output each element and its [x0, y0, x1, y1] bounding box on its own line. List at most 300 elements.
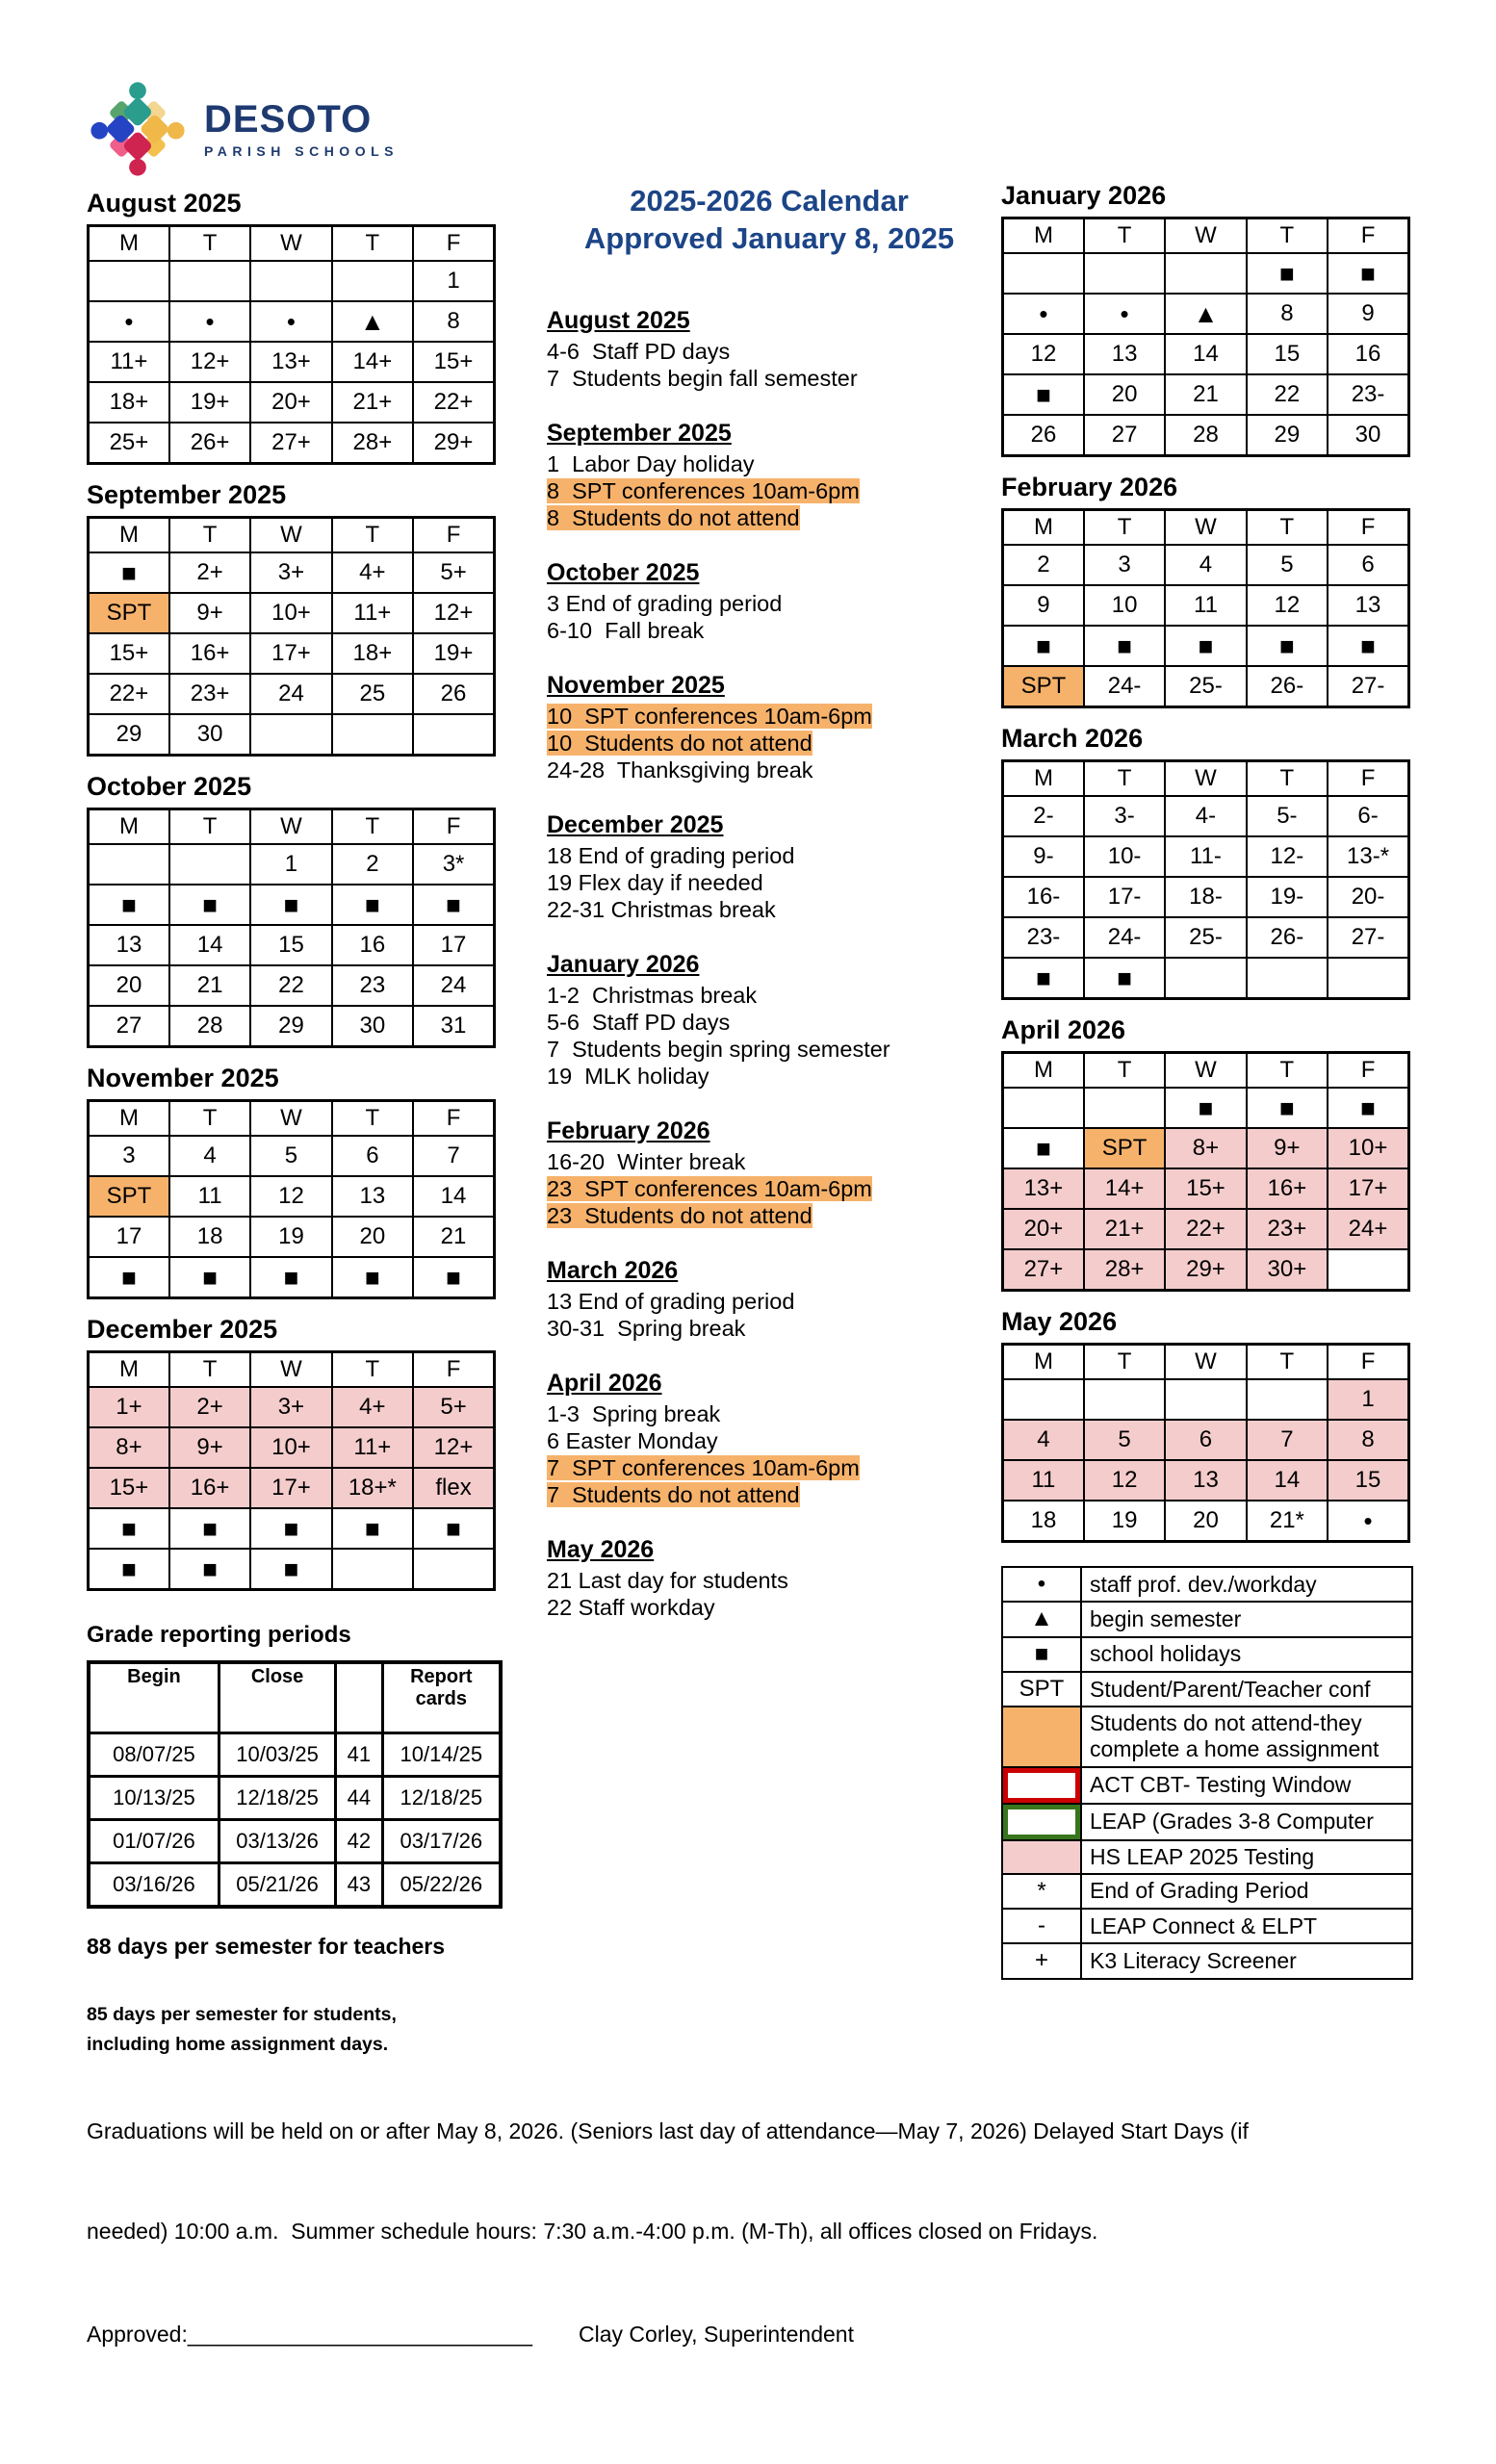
day-cell: [1084, 1088, 1165, 1128]
left-month-calendars: [87, 189, 503, 1591]
students-days-note-line1: 85 days per semester for students,: [87, 2004, 397, 2025]
day-cell: ■: [1165, 1088, 1246, 1128]
day-cell: 3*: [413, 844, 494, 885]
legend-symbol: +: [1002, 1943, 1081, 1978]
day-cell: 17+: [250, 633, 331, 674]
legend-symbol: ▲: [1002, 1602, 1081, 1636]
day-cell: 18: [1003, 1501, 1084, 1542]
month-grid: [87, 1099, 496, 1299]
events-month-heading: February 2026: [547, 1116, 710, 1144]
day-cell: 1: [1328, 1379, 1408, 1420]
right-month-calendars: [1001, 181, 1417, 1543]
events-month-heading: January 2026: [547, 950, 700, 978]
day-cell: •: [169, 301, 250, 342]
day-cell: 19+: [169, 382, 250, 423]
week-row: [1003, 877, 1409, 917]
day-cell: 10-: [1084, 836, 1165, 877]
day-cell: 23+: [1247, 1209, 1328, 1249]
legend-row: [1002, 1874, 1412, 1909]
day-header: M: [1003, 510, 1084, 546]
week-row: [89, 1217, 495, 1257]
event-item: [547, 1481, 992, 1508]
day-cell: 27+: [1003, 1249, 1084, 1291]
legend-symbol: *: [1002, 1874, 1081, 1909]
grade-reporting-title: Grade reporting periods: [87, 1622, 351, 1648]
week-row: [89, 1508, 495, 1549]
day-cell: ■: [1084, 626, 1165, 666]
day-header: T: [1084, 1053, 1165, 1089]
week-row: [89, 1387, 495, 1427]
day-cell: ■: [1247, 253, 1328, 294]
grade-row: [89, 1777, 501, 1820]
week-row: [89, 844, 495, 885]
day-cell: 23-: [1328, 374, 1408, 415]
day-cell: 14: [1247, 1460, 1328, 1501]
grade-cell: 43: [336, 1863, 382, 1908]
page-title-line1: 2025-2026 Calendar: [630, 184, 909, 218]
day-header: M: [89, 518, 169, 553]
day-header: M: [1003, 1053, 1084, 1089]
month-title: March 2026: [1001, 724, 1144, 753]
day-cell: [169, 844, 250, 885]
day-cell: ■: [413, 1508, 494, 1549]
legend-symbol: ■: [1002, 1637, 1081, 1672]
calendar-march-2026: [1001, 724, 1417, 1000]
day-cell: 4: [169, 1136, 250, 1176]
day-cell: [250, 714, 331, 756]
day-cell: 23-: [1003, 917, 1084, 958]
day-cell: 13+: [1003, 1168, 1084, 1209]
events-section-december-2025: [547, 810, 992, 923]
event-item: 19 MLK holiday: [547, 1063, 709, 1089]
day-cell: [1165, 958, 1246, 999]
event-item: 7 Students begin fall semester: [547, 365, 858, 391]
approved-signature-line: Approved:____________________________: [87, 2322, 533, 2347]
day-header: T: [1247, 1345, 1328, 1380]
week-row: [89, 1427, 495, 1468]
week-row: [89, 1549, 495, 1590]
day-cell: 29: [89, 714, 169, 756]
day-header: T: [332, 809, 413, 845]
day-cell: 5+: [413, 552, 494, 593]
week-row: [89, 1006, 495, 1047]
day-header: W: [250, 1352, 331, 1388]
grade-cell: 03/17/26: [382, 1820, 501, 1863]
day-cell: SPT: [1084, 1128, 1165, 1168]
day-cell: 7: [1247, 1420, 1328, 1460]
day-cell: 20+: [1003, 1209, 1084, 1249]
day-cell: 18: [169, 1217, 250, 1257]
day-cell: 20: [89, 965, 169, 1006]
day-header: M: [89, 1352, 169, 1388]
day-cell: 19: [1084, 1501, 1165, 1542]
events-month-heading: March 2026: [547, 1256, 679, 1284]
day-cell: 5-: [1247, 796, 1328, 836]
day-header: W: [250, 809, 331, 845]
day-cell: ■: [332, 1257, 413, 1298]
legend-swatch-red-outline: [1002, 1767, 1081, 1804]
events-month-heading: October 2025: [547, 558, 700, 586]
red-outline-swatch: [1003, 1768, 1080, 1803]
day-cell: 9+: [169, 1427, 250, 1468]
day-header-row: [1003, 1053, 1409, 1089]
legend-row: [1002, 1909, 1412, 1943]
legend-label: Student/Parent/Teacher conf: [1081, 1672, 1412, 1707]
day-cell: 11+: [332, 1427, 413, 1468]
day-cell: 30: [169, 714, 250, 756]
day-cell: [89, 261, 169, 301]
day-cell: ■: [169, 885, 250, 925]
footer-line2: needed) 10:00 a.m. Summer schedule hours: 7:30 a.m.-4:00 p.m. (M-Th), all offices closed on Fridays.: [87, 2218, 1098, 2244]
day-cell: 6: [1328, 545, 1408, 585]
month-grid: [87, 808, 496, 1048]
day-cell: 28+: [332, 423, 413, 464]
grade-cell: 08/07/25: [89, 1733, 219, 1777]
legend-row: [1002, 1637, 1412, 1672]
day-cell: 19+: [413, 633, 494, 674]
day-cell: 16: [1328, 334, 1408, 374]
day-cell: ■: [250, 1257, 331, 1298]
week-row: [1003, 1209, 1409, 1249]
day-header: M: [89, 226, 169, 262]
day-cell: 14: [1165, 334, 1246, 374]
grade-cell: 10/14/25: [382, 1733, 501, 1777]
day-cell: 20: [1084, 374, 1165, 415]
district-logo: [87, 75, 503, 183]
events-section-september-2025: [547, 419, 992, 531]
day-cell: [89, 844, 169, 885]
district-logo-mark: [87, 78, 189, 180]
day-header: M: [1003, 1345, 1084, 1380]
day-header: T: [332, 1101, 413, 1137]
day-cell: ■: [1084, 958, 1165, 999]
day-cell: 11: [1003, 1460, 1084, 1501]
event-item: [547, 703, 992, 730]
day-cell: 4: [1165, 545, 1246, 585]
day-cell: ■: [89, 1257, 169, 1298]
day-header: W: [1165, 1345, 1246, 1380]
month-title: May 2026: [1001, 1307, 1118, 1336]
legend-label: ACT CBT- Testing Window: [1081, 1767, 1412, 1804]
day-cell: 3: [89, 1136, 169, 1176]
day-cell: 12-: [1247, 836, 1328, 877]
day-cell: 11+: [332, 593, 413, 633]
day-header: F: [1328, 761, 1408, 797]
day-cell: 26: [413, 674, 494, 714]
day-cell: SPT: [89, 593, 169, 633]
day-cell: SPT: [1003, 666, 1084, 707]
week-row: [1003, 1249, 1409, 1291]
legend-row: [1002, 1767, 1412, 1804]
week-row: [1003, 294, 1409, 334]
calendar-may-2026: [1001, 1307, 1417, 1543]
day-header: W: [1165, 218, 1246, 254]
day-header-row: [1003, 761, 1409, 797]
week-row: [89, 593, 495, 633]
day-cell: 13+: [250, 342, 331, 382]
legend-label: begin semester: [1081, 1602, 1412, 1636]
day-cell: •: [250, 301, 331, 342]
day-cell: ■: [1003, 626, 1084, 666]
grade-header-cell: Close: [219, 1662, 335, 1733]
day-header: T: [169, 226, 250, 262]
event-item-highlight: 8 SPT conferences 10am-6pm: [547, 477, 860, 503]
event-item: 22 Staff workday: [547, 1594, 715, 1620]
day-cell: 13: [1084, 334, 1165, 374]
day-cell: [1328, 958, 1408, 999]
day-cell: 5: [1247, 545, 1328, 585]
day-cell: 2-: [1003, 796, 1084, 836]
day-cell: ■: [1003, 958, 1084, 999]
day-cell: [1328, 1249, 1408, 1291]
day-cell: 11+: [89, 342, 169, 382]
footer-note: [87, 2048, 1434, 2418]
day-cell: 30: [332, 1006, 413, 1047]
day-header: W: [250, 226, 331, 262]
day-cell: 18-: [1165, 877, 1246, 917]
events-section-february-2026: [547, 1116, 992, 1229]
events-month-heading: December 2025: [547, 810, 724, 838]
week-row: [89, 342, 495, 382]
month-title: January 2026: [1001, 181, 1167, 210]
legend-label: HS LEAP 2025 Testing: [1081, 1840, 1412, 1874]
day-cell: 16+: [169, 633, 250, 674]
month-grid: [1001, 759, 1410, 1000]
events-section-october-2025: [547, 558, 992, 644]
day-cell: 16+: [1247, 1168, 1328, 1209]
legend-label: LEAP Connect & ELPT: [1081, 1909, 1412, 1943]
day-cell: 5+: [413, 1387, 494, 1427]
day-cell: 7: [413, 1136, 494, 1176]
event-item: 21 Last day for students: [547, 1567, 788, 1593]
week-row: [1003, 958, 1409, 999]
grade-reporting-table: [87, 1660, 503, 1909]
day-cell: 14: [169, 925, 250, 965]
legend-row: [1002, 1804, 1412, 1840]
day-cell: 20: [332, 1217, 413, 1257]
event-item-highlight: 23 Students do not attend: [547, 1202, 812, 1228]
day-cell: 28: [1165, 415, 1246, 456]
day-header: F: [413, 518, 494, 553]
event-item: [547, 1175, 992, 1202]
day-cell: 8+: [89, 1427, 169, 1468]
day-cell: 26-: [1247, 666, 1328, 707]
day-cell: ■: [169, 1549, 250, 1590]
day-header: W: [1165, 1053, 1246, 1089]
legend-row: [1002, 1943, 1412, 1978]
legend-label: staff prof. dev./workday: [1081, 1567, 1412, 1602]
legend-row: [1002, 1672, 1412, 1707]
day-cell: 1+: [89, 1387, 169, 1427]
week-row: [89, 965, 495, 1006]
legend-table: [1001, 1566, 1413, 1980]
teachers-days-note: 88 days per semester for teachers: [87, 1934, 446, 1959]
day-cell: [1084, 1379, 1165, 1420]
day-cell: 21+: [1084, 1209, 1165, 1249]
day-cell: 27: [1084, 415, 1165, 456]
day-header: W: [250, 518, 331, 553]
week-row: [89, 382, 495, 423]
logo-title: DESOTO: [204, 97, 373, 141]
grade-cell: 44: [336, 1777, 382, 1820]
grade-cell: 42: [336, 1820, 382, 1863]
day-cell: 29: [1247, 415, 1328, 456]
day-header-row: [1003, 510, 1409, 546]
day-header-row: [1003, 218, 1409, 254]
week-row: [1003, 1460, 1409, 1501]
month-title: April 2026: [1001, 1015, 1126, 1044]
day-header: W: [250, 1101, 331, 1137]
day-header: F: [413, 226, 494, 262]
events-month-heading: May 2026: [547, 1535, 655, 1563]
event-item: 7 Students begin spring semester: [547, 1036, 890, 1062]
legend-row: [1002, 1602, 1412, 1636]
district-logo-text: [204, 97, 399, 159]
day-header: T: [332, 518, 413, 553]
day-header: F: [1328, 1345, 1408, 1380]
day-header: T: [1084, 510, 1165, 546]
legend-label: LEAP (Grades 3-8 Computer: [1081, 1804, 1412, 1840]
day-cell: 8: [1328, 1420, 1408, 1460]
week-row: [1003, 917, 1409, 958]
day-cell: 15+: [89, 1468, 169, 1508]
week-row: [1003, 836, 1409, 877]
day-cell: 24: [250, 674, 331, 714]
legend-swatch-pink: [1002, 1840, 1081, 1874]
day-cell: 10+: [250, 593, 331, 633]
day-cell: 22+: [413, 382, 494, 423]
event-item-highlight: 10 Students do not attend: [547, 730, 812, 756]
event-item: 1-3 Spring break: [547, 1400, 721, 1426]
day-cell: [169, 261, 250, 301]
day-cell: 15: [250, 925, 331, 965]
day-cell: 22+: [89, 674, 169, 714]
day-cell: ■: [250, 1549, 331, 1590]
legend-swatch-green-outline: [1002, 1804, 1081, 1840]
grade-row: [89, 1863, 501, 1908]
day-cell: 10+: [250, 1427, 331, 1468]
day-cell: 24+: [1328, 1209, 1408, 1249]
month-grid: [87, 516, 496, 757]
day-cell: 30+: [1247, 1249, 1328, 1291]
page-title-line2: Approved January 8, 2025: [583, 220, 955, 255]
week-row: [89, 633, 495, 674]
left-column: [87, 75, 503, 2060]
day-cell: 24: [413, 965, 494, 1006]
week-row: [1003, 1420, 1409, 1460]
grade-cell: 01/07/26: [89, 1820, 219, 1863]
center-column: [547, 183, 992, 1621]
day-header-row: [1003, 1345, 1409, 1380]
day-header: T: [1247, 761, 1328, 797]
event-item-highlight: 7 Students do not attend: [547, 1481, 800, 1507]
grade-header-cell: Begin: [89, 1662, 219, 1733]
event-item: 24-28 Thanksgiving break: [547, 757, 813, 783]
day-cell: SPT: [89, 1176, 169, 1217]
events-section-may-2026: [547, 1535, 992, 1621]
day-cell: 12+: [169, 342, 250, 382]
grade-cell: 10/13/25: [89, 1777, 219, 1820]
day-cell: 23: [332, 965, 413, 1006]
superintendent-name: Clay Corley, Superintendent: [579, 2322, 854, 2347]
day-cell: 16: [332, 925, 413, 965]
day-cell: •: [1084, 294, 1165, 334]
grade-cell: 03/16/26: [89, 1863, 219, 1908]
grade-cell: 41: [336, 1733, 382, 1777]
day-cell: 12+: [413, 1427, 494, 1468]
day-header: M: [89, 1101, 169, 1137]
day-cell: 25-: [1165, 917, 1246, 958]
day-cell: 11: [1165, 585, 1246, 626]
week-row: [89, 552, 495, 593]
day-cell: 15+: [1165, 1168, 1246, 1209]
month-grid: [1001, 1343, 1410, 1543]
month-title: February 2026: [1001, 473, 1178, 501]
day-cell: 3: [1084, 545, 1165, 585]
day-cell: 15: [1247, 334, 1328, 374]
day-cell: 1: [413, 261, 494, 301]
day-cell: ■: [1247, 626, 1328, 666]
day-cell: ■: [1003, 374, 1084, 415]
day-cell: ■: [89, 1508, 169, 1549]
day-cell: 15+: [413, 342, 494, 382]
week-row: [1003, 666, 1409, 707]
day-header: T: [1084, 1345, 1165, 1380]
day-cell: 6: [332, 1136, 413, 1176]
day-header: T: [1247, 510, 1328, 546]
day-cell: 12: [1247, 585, 1328, 626]
day-cell: 15: [1328, 1460, 1408, 1501]
day-header-row: [89, 518, 495, 553]
week-row: [89, 925, 495, 965]
legend-symbol: SPT: [1002, 1672, 1081, 1707]
day-cell: ■: [332, 885, 413, 925]
day-cell: 8: [413, 301, 494, 342]
day-cell: 22: [1247, 374, 1328, 415]
day-cell: 4: [1003, 1420, 1084, 1460]
events-section-august-2025: [547, 306, 992, 392]
day-cell: •: [1328, 1501, 1408, 1542]
week-row: [1003, 796, 1409, 836]
day-cell: 4+: [332, 552, 413, 593]
event-item: 1 Labor Day holiday: [547, 450, 755, 476]
day-cell: 9-: [1003, 836, 1084, 877]
day-cell: 22: [250, 965, 331, 1006]
day-cell: 21+: [332, 382, 413, 423]
day-cell: 10+: [1328, 1128, 1408, 1168]
day-header-row: [89, 226, 495, 262]
week-row: [1003, 626, 1409, 666]
day-cell: 6: [1165, 1420, 1246, 1460]
day-header: F: [1328, 510, 1408, 546]
day-cell: 16+: [169, 1468, 250, 1508]
day-cell: [250, 261, 331, 301]
legend-symbol: •: [1002, 1567, 1081, 1602]
day-cell: 14+: [332, 342, 413, 382]
event-item: [547, 1202, 992, 1229]
legend-row: [1002, 1567, 1412, 1602]
day-cell: 21*: [1247, 1501, 1328, 1542]
event-item: 6 Easter Monday: [547, 1427, 718, 1453]
day-cell: [1165, 1379, 1246, 1420]
day-cell: [332, 1549, 413, 1590]
day-cell: 14: [413, 1176, 494, 1217]
day-cell: 20: [1165, 1501, 1246, 1542]
calendar-february-2026: [1001, 473, 1417, 708]
event-item: 6-10 Fall break: [547, 617, 705, 643]
day-cell: ■: [413, 885, 494, 925]
day-cell: ■: [89, 552, 169, 593]
